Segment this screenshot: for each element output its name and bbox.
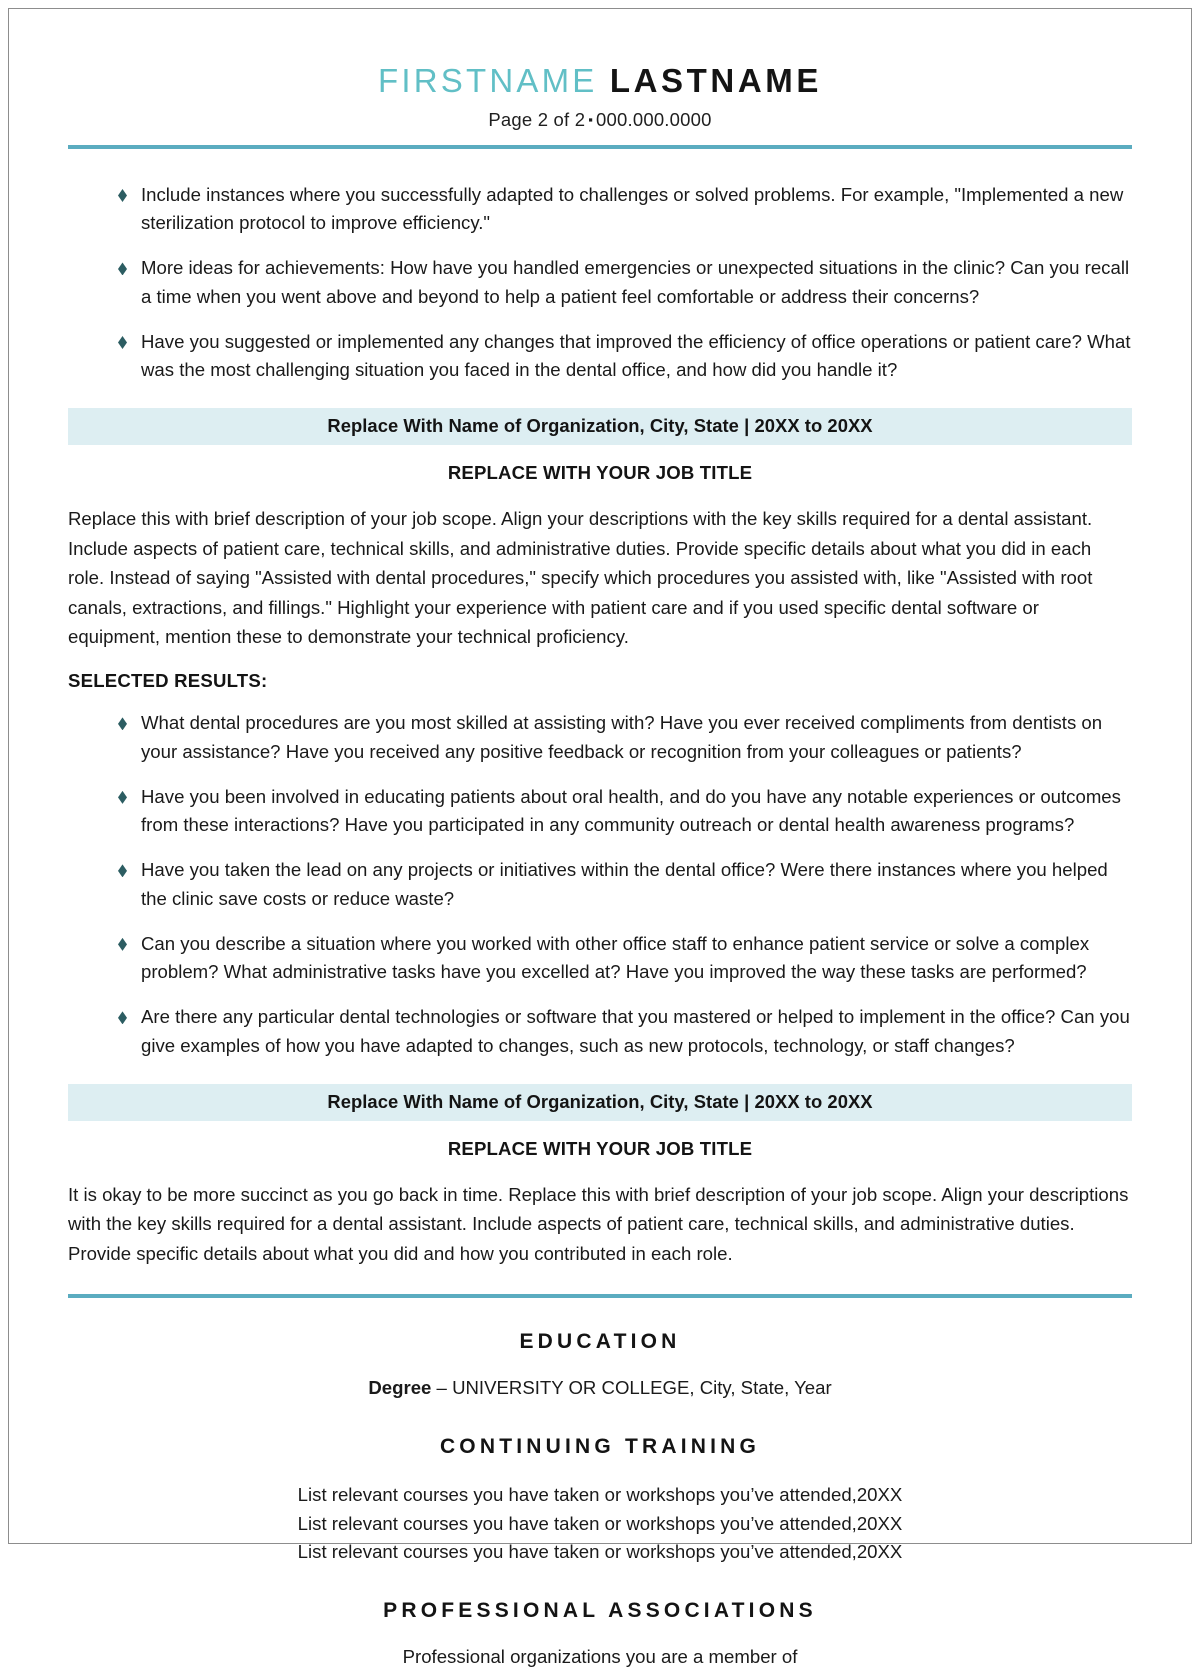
- diamond-bullet-icon: [118, 938, 127, 951]
- list-item: [68, 930, 1132, 987]
- list-item: [68, 856, 1132, 913]
- page-indicator: Page 2 of 2: [488, 108, 586, 130]
- candidate-last-name: LASTNAME: [609, 62, 822, 99]
- job-description: Replace this with brief description of your job scope. Align your descriptions with the key skills required for a dental assistant. Include aspects of patient care, technical skills, and administrative duties. Provide specific details about what you did in each role. Instead of saying "Assisted with dental procedures," specify which procedures you assisted with, like "Assisted with root canals, extractions, and fillings." Highlight your experience with patient care and if you used specific dental software or equipment, mention these to demonstrate your technical proficiency.: [68, 508, 1093, 647]
- phone-number: 000.000.0000: [596, 108, 712, 130]
- diamond-bullet-icon: [118, 791, 127, 804]
- education-entry: [68, 1374, 1132, 1403]
- list-item-text: What dental procedures are you most skilled at assisting with? Have you ever received compliments from dentists on your assistance? Have you received any positive feedback or recognition from your colleagues or patients?: [141, 712, 1103, 762]
- list-item: [68, 783, 1132, 840]
- list-item-text: Have you been involved in educating patients about oral health, and do you have any notable experiences or outcomes from these interactions? Have you participated in any community outreach or dental health awareness programs?: [141, 785, 1121, 836]
- diamond-bullet-icon: [118, 1011, 127, 1024]
- diamond-bullet-icon: [118, 336, 127, 349]
- header-divider-rule: [68, 145, 1132, 149]
- organization-header-bar: Replace With Name of Organization, City, State | 20XX to 20XX: [68, 1084, 1132, 1121]
- continuing-training-heading: CONTINUING TRAINING: [439, 1434, 761, 1458]
- page-content: [68, 0, 1132, 1672]
- list-item-text: More ideas for achievements: How have you handled emergencies or unexpected situations in the clinic? Can you recall a time when you went above and beyond to help a patient feel comfortable or address their concerns?: [141, 257, 1130, 307]
- document-header: [68, 0, 1132, 131]
- diamond-bullet-icon: [118, 189, 127, 202]
- organization-header-bar: Replace With Name of Organization, City, State | 20XX to 20XX: [68, 408, 1132, 445]
- list-item-text: Have you suggested or implemented any changes that improved the efficiency of office operations or patient care? What was the most challenging situation you faced in the dental office, and how did you handle it?: [141, 330, 1131, 381]
- degree-detail: – UNIVERSITY OR COLLEGE, City, State, Year: [431, 1376, 832, 1398]
- continuing-training-list: [68, 1481, 1132, 1567]
- carryover-bullet-list: [68, 181, 1132, 385]
- experience-entry-2: [68, 1084, 1132, 1268]
- diamond-bullet-icon: [118, 717, 127, 730]
- section-divider-rule: [68, 1294, 1132, 1298]
- list-item-text: Can you describe a situation where you worked with other office staff to enhance patient service or solve a complex problem? What administrative tasks have you excelled at? Have you improved the way these tasks are performed?: [141, 932, 1090, 983]
- list-item: [68, 1003, 1132, 1060]
- header-contact-line: [68, 109, 1132, 131]
- job-title: REPLACE WITH YOUR JOB TITLE: [447, 462, 753, 484]
- training-line: List relevant courses you have taken or workshops you’ve attended,20XX: [297, 1483, 903, 1505]
- continuing-training-section: [68, 1435, 1132, 1567]
- candidate-name: [68, 62, 1132, 100]
- training-line: List relevant courses you have taken or workshops you’ve attended,20XX: [297, 1541, 903, 1563]
- job-description: It is okay to be more succinct as you go back in time. Replace this with brief description of your job scope. Align your descriptions with the key skills required for a dental assistant. Include aspects of patient care, technical skills, and administrative duties. Provide specific details about what you did and how you contributed in each role.: [68, 1183, 1129, 1264]
- selected-results-list: [68, 709, 1132, 1060]
- contact-separator-icon: ▪: [588, 111, 594, 127]
- selected-results-label: SELECTED RESULTS:: [68, 670, 268, 692]
- job-title: REPLACE WITH YOUR JOB TITLE: [447, 1137, 753, 1159]
- experience-entry-1: [68, 408, 1132, 1059]
- list-item: [68, 328, 1132, 385]
- list-item-text: Include instances where you successfully adapted to challenges or solved problems. For example, "Implemented a new sterilization protocol to improve efficiency.": [141, 183, 1124, 234]
- diamond-bullet-icon: [118, 262, 127, 275]
- list-item: [68, 709, 1132, 766]
- list-item: [68, 254, 1132, 311]
- list-item-text: Have you taken the lead on any projects or initiatives within the dental office? Were there instances where you helped the clinic save costs or reduce waste?: [141, 859, 1108, 909]
- education-section: [68, 1330, 1132, 1403]
- training-line: List relevant courses you have taken or workshops you’ve attended,20XX: [297, 1512, 903, 1534]
- list-item-text: Are there any particular dental technologies or software that you mastered or helped to implement in the office? Can you give examples of how you have adapted to changes, such as new protocols, technology, or staff changes?: [141, 1006, 1130, 1056]
- candidate-first-name: FIRSTNAME: [378, 62, 598, 99]
- professional-associations-line: Professional organizations you are a member of: [402, 1646, 798, 1668]
- diamond-bullet-icon: [118, 864, 127, 877]
- degree-label: Degree: [368, 1376, 432, 1398]
- professional-associations-heading: PROFESSIONAL ASSOCIATIONS: [383, 1599, 817, 1623]
- professional-associations-section: [68, 1599, 1132, 1672]
- list-item: [68, 181, 1132, 238]
- education-heading: EDUCATION: [519, 1329, 681, 1353]
